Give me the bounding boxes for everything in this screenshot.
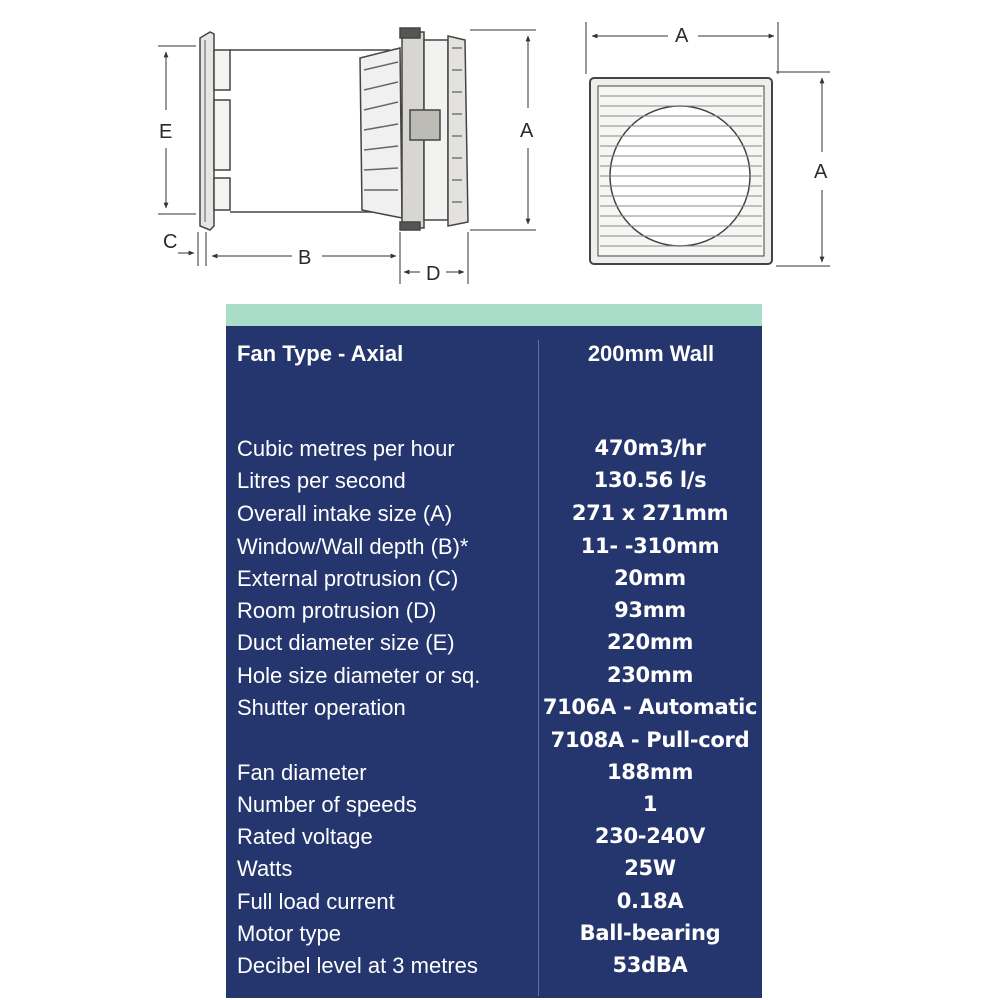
row-value: 230mm — [606, 663, 694, 687]
spec-table — [226, 304, 762, 998]
label-b: B — [298, 247, 312, 269]
row-value: 93mm — [614, 598, 686, 622]
row-label: Motor type — [237, 921, 341, 946]
table-row — [226, 949, 762, 982]
row-value: 0.18A — [616, 889, 684, 913]
row-value: 130.56 l/s — [593, 468, 707, 492]
row-value: 271 x 271mm — [571, 501, 729, 525]
table-row — [226, 724, 762, 757]
table-row — [226, 464, 762, 497]
table-row — [226, 885, 762, 918]
row-value: 20mm — [614, 566, 686, 590]
fan-front-view — [590, 78, 772, 264]
row-value: 230-240V — [594, 824, 706, 848]
row-value: 1 — [642, 792, 658, 816]
label-a-width: A — [675, 25, 689, 47]
header-fan-type: Fan Type - Axial — [237, 341, 404, 366]
row-label: Cubic metres per hour — [237, 436, 455, 461]
label-c: C — [163, 231, 178, 253]
row-value: 7106A - Automatic — [542, 695, 758, 719]
table-row — [226, 659, 762, 692]
row-label: Duct diameter size (E) — [237, 630, 455, 655]
row-label: Rated voltage — [237, 824, 373, 849]
label-e: E — [159, 121, 173, 143]
table-row — [226, 562, 762, 595]
row-label: Overall intake size (A) — [237, 501, 453, 526]
table-row — [226, 788, 762, 821]
table-row — [226, 626, 762, 659]
row-label: Decibel level at 3 metres — [237, 953, 478, 978]
table-row — [226, 497, 762, 530]
row-value: 220mm — [606, 630, 694, 654]
row-label: Shutter operation — [237, 695, 406, 720]
row-label: Fan diameter — [237, 760, 367, 785]
row-value: Ball-bearing — [579, 921, 721, 945]
table-row — [226, 852, 762, 885]
label-a-height: A — [814, 161, 828, 183]
table-row — [226, 594, 762, 627]
row-value: 53dBA — [612, 953, 688, 977]
row-label: Litres per second — [237, 468, 406, 493]
label-d: D — [426, 263, 441, 285]
table-row — [226, 917, 762, 950]
fan-dimension-diagram — [0, 0, 1000, 300]
row-value: 25W — [624, 856, 676, 880]
row-label: Room protrusion (D) — [237, 598, 437, 623]
row-value: 188mm — [606, 760, 694, 784]
row-label: Full load current — [237, 889, 395, 914]
table-row — [226, 820, 762, 853]
table-row — [226, 432, 762, 465]
table-row — [226, 691, 762, 724]
header-model: 200mm Wall — [587, 341, 715, 366]
label-a-side: A — [520, 120, 534, 142]
row-label: Number of speeds — [237, 792, 417, 817]
table-row — [226, 530, 762, 563]
row-label: Hole size diameter or sq. — [237, 663, 481, 688]
row-label: Window/Wall depth (B)* — [237, 534, 469, 559]
table-top-bar — [226, 304, 762, 326]
row-label: External protrusion (C) — [237, 566, 459, 591]
table-row — [226, 756, 762, 789]
row-label: Watts — [237, 856, 293, 881]
row-value: 11- -310mm — [580, 534, 720, 558]
fan-side-view — [200, 28, 468, 230]
row-value: 470m3/hr — [594, 436, 706, 460]
row-value: 7108A - Pull-cord — [550, 728, 750, 752]
